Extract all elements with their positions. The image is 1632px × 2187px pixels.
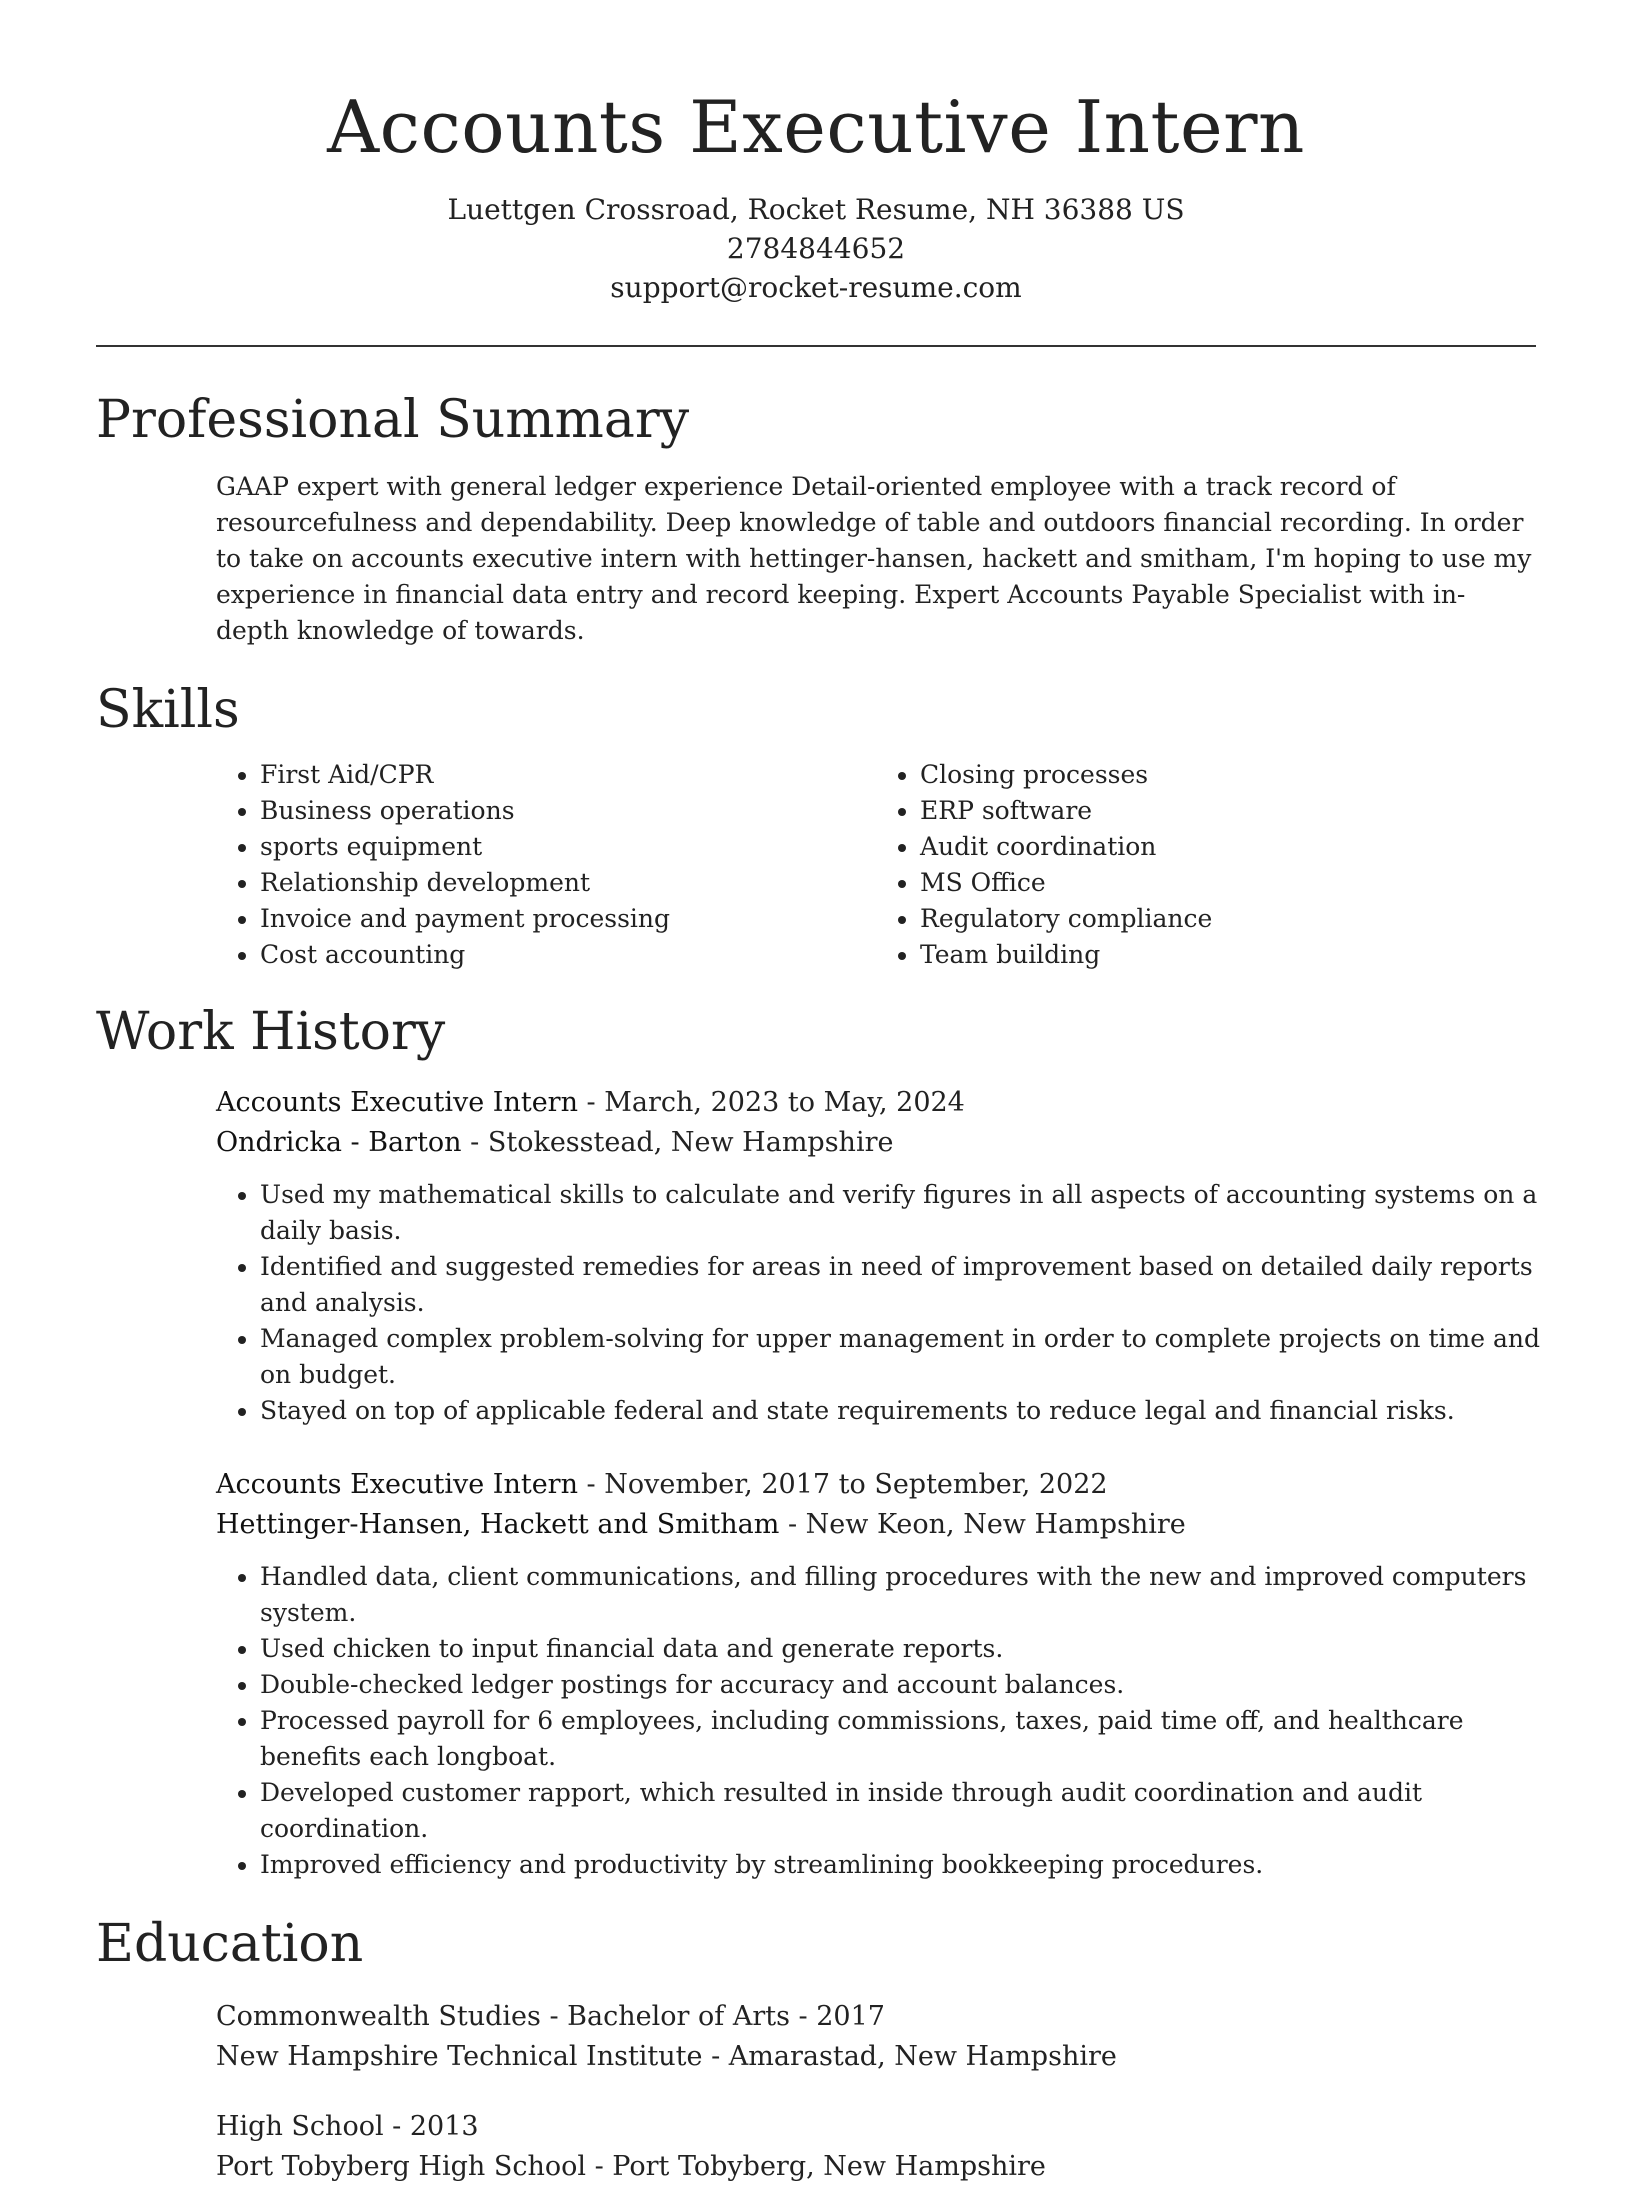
skill-item: • sports equipment [260,829,876,865]
job-bullet: • Stayed on top of applicable federal and state requirements to reduce legal and financial risks. [260,1393,1540,1429]
job-title-line [216,1465,1536,1505]
skill-item: • Cost accounting [260,937,876,973]
job-bullet: • Double-checked ledger postings for accuracy and account balances. [260,1667,1540,1703]
job-title: Accounts Executive Intern [216,1469,578,1500]
skill-item: • Team building [920,937,1536,973]
school-line [216,2037,1536,2077]
job-bullet: • Identified and suggested remedies for areas in need of improvement based on detailed daily reports and analysis. [260,1249,1540,1321]
skills-list [216,757,1536,973]
job-location: - Stokesstead, New Hampshire [461,1127,894,1158]
school-line [216,2147,1536,2187]
school: Port Tobyberg High School [216,2151,586,2182]
job-bullets [216,1559,1540,1883]
job-location: - New Keon, New Hampshire [779,1509,1186,1540]
degree-year: - 2013 [383,2111,479,2142]
summary-heading: Professional Summary [96,390,690,450]
job-entry [216,1465,1536,1883]
skill-item: • MS Office [920,865,1536,901]
skill-item: • ERP software [920,793,1536,829]
degree-line [216,2107,1536,2147]
skill-item: • Audit coordination [920,829,1536,865]
summary-text: GAAP expert with general ledger experience Detail-oriented employee with a track record of resourcefulness and dependability. Deep knowledge of table and outdoors financial recording. In order to take on accounts executive intern with hettinger-hansen, hackett and smitham, I'm hoping to use my experience in financial data entry and record keeping. Expert Accounts Payable Specialist with in-depth knowledge of towards. [216,472,1532,645]
skill-item: • Regulatory compliance [920,901,1536,937]
job-bullet: • Improved efficiency and productivity by streamlining bookkeeping procedures. [260,1847,1540,1883]
job-company-line [216,1505,1536,1545]
skills-heading: Skills [96,680,240,740]
school-location: - Port Tobyberg, New Hampshire [586,2151,1046,2182]
job-company-line [216,1123,1536,1163]
education-entry [216,1997,1536,2077]
job-title: Accounts Executive Intern [216,1087,578,1118]
degree-line [216,1997,1536,2037]
job-dates: - March, 2023 to May, 2024 [577,1087,965,1118]
job-bullet: • Used my mathematical skills to calculate and verify figures in all aspects of accounting systems on a daily basis. [260,1177,1540,1249]
degree: High School [216,2111,384,2142]
resume-page [96,0,1540,2187]
address: Luettgen Crossroad, Rocket Resume, NH 36388 US [447,193,1185,226]
skill-item: • Business operations [260,793,876,829]
candidate-name: Accounts Executive Intern [327,85,1305,169]
job-company: Hettinger-Hansen, Hackett and Smitham [216,1509,780,1540]
job-company: Ondricka - Barton [216,1127,462,1158]
job-bullet: • Developed customer rapport, which resulted in inside through audit coordination and audit coordination. [260,1775,1540,1847]
degree-year: - 2017 [789,2001,885,2032]
summary-section [96,387,1536,649]
job-bullet: • Used chicken to input financial data and generate reports. [260,1631,1540,1667]
job-bullet: • Processed payroll for 6 employees, including commissions, taxes, paid time off, and healthcare benefits each longboat. [260,1703,1540,1775]
job-title-line [216,1083,1536,1123]
contact-block [96,190,1536,307]
education-section [96,1911,1536,2187]
job-bullets [216,1177,1540,1429]
skill-item: • First Aid/CPR [260,757,876,793]
work-history-section [96,999,1540,1883]
skill-item: • Invoice and payment processing [260,901,876,937]
job-entry [216,1083,1540,1429]
skills-column-right [876,757,1536,973]
skills-section [96,677,1536,973]
school: New Hampshire Technical Institute [216,2041,703,2072]
education-entry [216,2107,1536,2187]
skill-item: • Relationship development [260,865,876,901]
skills-column-left [216,757,876,973]
skill-item: • Closing processes [920,757,1536,793]
job-bullet: • Managed complex problem-solving for upper management in order to complete projects on time and on budget. [260,1321,1540,1393]
job-bullet: • Handled data, client communications, and filling procedures with the new and improved computers system. [260,1559,1540,1631]
job-dates: - November, 2017 to September, 2022 [577,1469,1108,1500]
work-history-heading: Work History [96,1002,446,1062]
email: support@rocket-resume.com [610,271,1022,304]
degree: Commonwealth Studies - Bachelor of Arts [216,2001,790,2032]
school-location: - Amarastad, New Hampshire [702,2041,1117,2072]
education-heading: Education [96,1914,364,1974]
phone: 2784844652 [726,232,906,265]
header-divider [96,345,1536,347]
